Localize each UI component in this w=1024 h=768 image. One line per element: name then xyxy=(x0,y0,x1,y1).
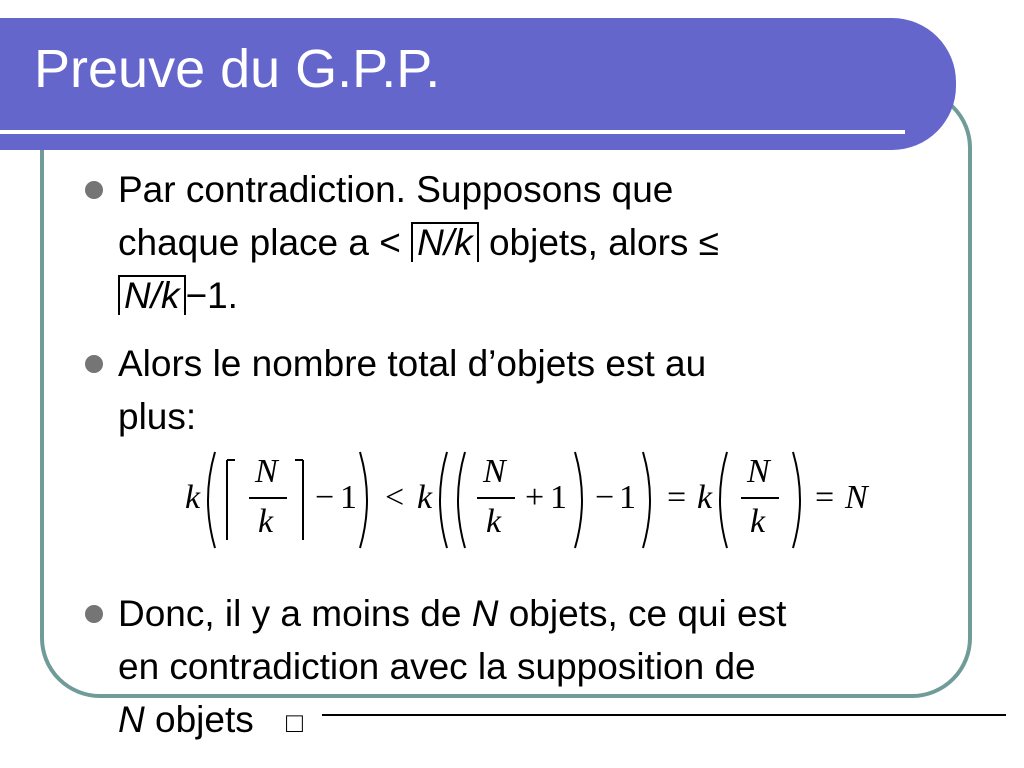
bottom-rule xyxy=(322,714,1006,716)
formula-k: k xyxy=(486,503,502,540)
formula-minus: − xyxy=(315,479,335,516)
formula-one: 1 xyxy=(550,479,567,516)
bullet-3-line-2: en contradiction avec la supposition de xyxy=(118,646,756,687)
bullet-1-line-3 xyxy=(118,269,948,322)
slide-title: Preuve du G.P.P. xyxy=(34,39,441,99)
bullet-1-line-2-post: objets, alors ≤ xyxy=(488,222,720,263)
bullet-3-line-1-post: objets, ce qui est xyxy=(508,593,787,634)
bullet-3-line-3-post: objets xyxy=(155,699,254,740)
bullet-3-line-1 xyxy=(118,587,948,640)
formula-k: k xyxy=(417,479,433,516)
formula-plus: + xyxy=(525,479,545,516)
formula-one: 1 xyxy=(619,479,636,516)
ceiling-n-over-k: N/k xyxy=(118,275,186,315)
formula-minus: − xyxy=(595,479,615,516)
bullet-dot xyxy=(85,605,103,623)
inequality-formula xyxy=(175,440,890,560)
ceiling-n-over-k: N/k xyxy=(411,222,479,262)
formula-N: N xyxy=(845,479,868,516)
bullet-3-line-1-pre: Donc, il y a moins de xyxy=(118,593,462,634)
bullet-2-line-2: plus: xyxy=(118,396,197,437)
bullet-3 xyxy=(118,587,948,749)
title-rule xyxy=(0,130,905,134)
variable-N: N xyxy=(118,699,145,740)
formula-N: N xyxy=(747,453,770,490)
bullet-1 xyxy=(118,163,948,322)
bullet-3-line-3 xyxy=(118,693,948,749)
qed-square-icon: □ xyxy=(286,707,303,738)
formula-eq: = xyxy=(667,479,687,516)
formula-k: k xyxy=(750,503,766,540)
bullet-1-line-2-pre: chaque place a < xyxy=(118,222,401,263)
formula-k: k xyxy=(185,479,201,516)
bullet-dot xyxy=(85,355,103,373)
variable-N: N xyxy=(471,593,499,634)
bullet-1-line-1: Par contradiction. Supposons que xyxy=(118,169,674,210)
bullet-1-line-3-post: −1. xyxy=(185,275,238,316)
formula-lt: < xyxy=(385,479,405,516)
formula-eq: = xyxy=(815,479,835,516)
formula-k: k xyxy=(258,503,274,540)
formula-N: N xyxy=(255,453,278,490)
formula-k: k xyxy=(697,479,713,516)
bullet-dot xyxy=(85,181,103,199)
bullet-1-line-2 xyxy=(118,216,948,269)
formula-N: N xyxy=(483,453,506,490)
bullet-2-line-1: Alors le nombre total d’objets est au xyxy=(118,343,707,384)
bullet-2 xyxy=(118,337,948,443)
formula-one: 1 xyxy=(340,479,357,516)
